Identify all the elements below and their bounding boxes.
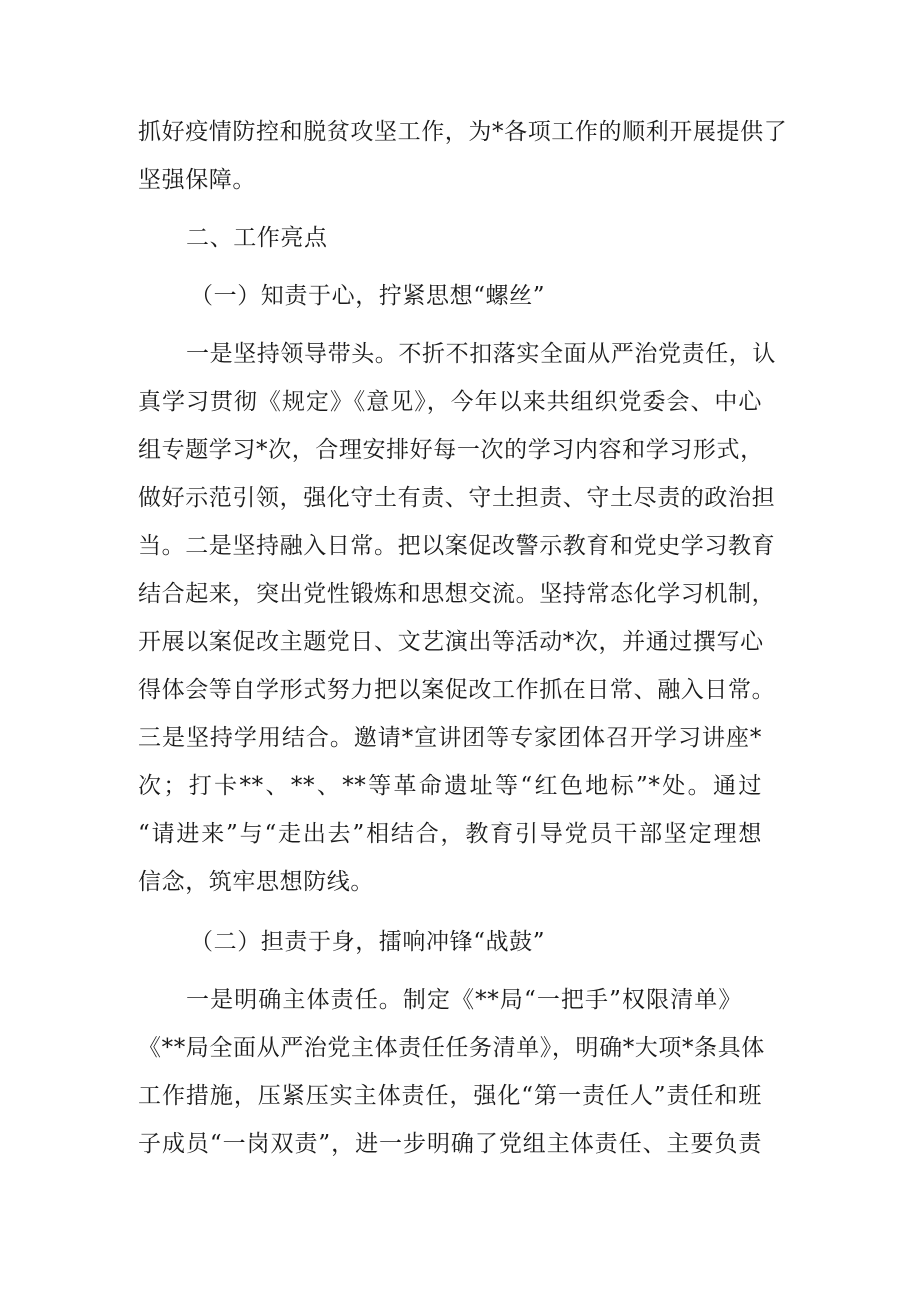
paragraph-line: 开展以案促改主题党日、文艺演出等活动*次，并通过撰写心 (138, 629, 764, 655)
paragraph-line: 结合起来，突出党性锻炼和思想交流。坚持常态化学习机制， (138, 581, 776, 607)
paragraph-line: 一是坚持领导带头。不折不扣落实全面从严治党责任，认 (186, 341, 776, 367)
paragraph-line: 信念，筑牢思想防线。 (138, 869, 374, 895)
paragraph-line: “请进来”与“走出去”相结合，教育引导党员干部坚定理想 (138, 821, 762, 847)
paragraph-line: 组专题学习*次，合理安排好每一次的学习内容和学习形式， (138, 437, 764, 463)
paragraph-line: 《**局全面从严治党主体责任任务清单》，明确*大项*条具体 (138, 1035, 765, 1061)
section-heading: 二、工作亮点 (186, 225, 328, 251)
paragraph-line: 一是明确主体责任。制定《**局“一把手”权限清单》 (186, 987, 742, 1013)
subsection-heading: （二）担责于身，擂响冲锋“战鼓” (190, 929, 546, 955)
subsection-heading: （一）知责于心，拧紧思想“螺丝” (190, 283, 546, 309)
paragraph-line: 得体会等自学形式努力把以案促改工作抓在日常、融入日常。 (138, 677, 776, 703)
paragraph-line: 当。二是坚持融入日常。把以案促改警示教育和党史学习教育 (138, 533, 776, 559)
paragraph-line: 做好示范引领，强化守土有责、守土担责、守土尽责的政治担 (138, 485, 776, 511)
paragraph-line: 真学习贯彻《规定》《意见》，今年以来共组织党委会、中心 (138, 389, 762, 415)
paragraph-line: 抓好疫情防控和脱贫攻坚工作，为*各项工作的顺利开展提供了 (138, 119, 788, 145)
paragraph-line: 三是坚持学用结合。邀请*宣讲团等专家团体召开学习讲座* (138, 725, 762, 751)
paragraph-line: 次；打卡**、**、**等革命遗址等“红色地标”*处。通过 (138, 773, 762, 799)
paragraph-line: 工作措施，压紧压实主体责任，强化“第一责任人”责任和班 (138, 1083, 762, 1109)
paragraph-line: 坚强保障。 (138, 167, 256, 193)
paragraph-line: 子成员“一岗双责”，进一步明确了党组主体责任、主要负责 (138, 1131, 762, 1157)
